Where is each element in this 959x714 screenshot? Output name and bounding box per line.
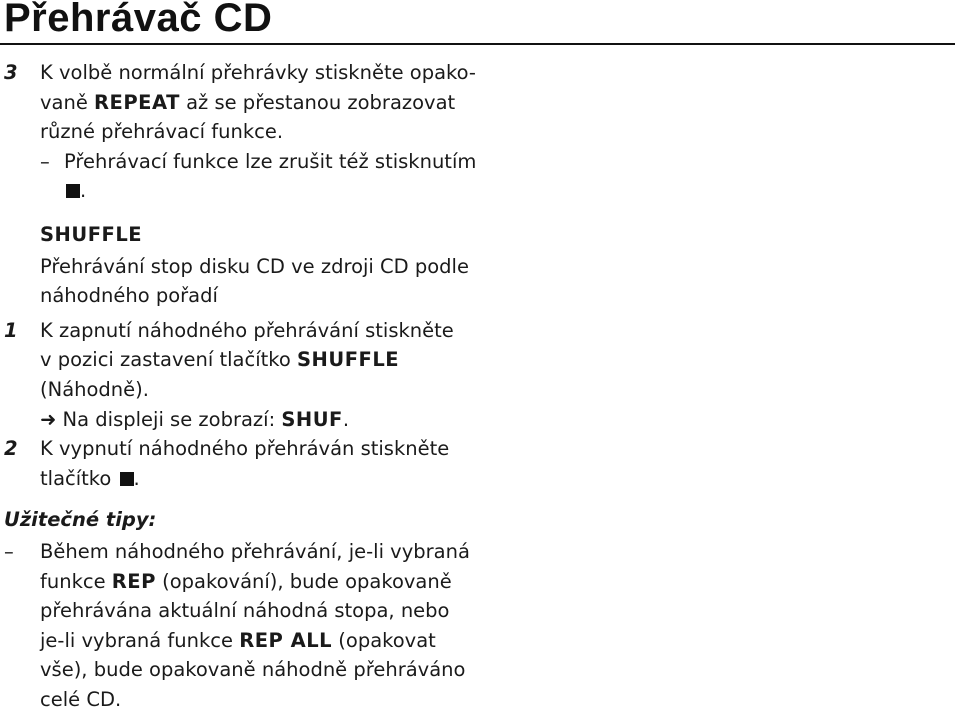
- repeat-sub-line-1: Přehrávací funkce lze zrušit též stisknutím: [64, 149, 477, 173]
- tips-line-2-a: funkce: [40, 569, 112, 593]
- repeat-sub-note: [0, 147, 955, 206]
- tips-line-5: vše), bude opakovaně náhodně přehráváno: [40, 658, 466, 682]
- tips-line-2: [40, 567, 955, 597]
- tips-body: [0, 537, 955, 714]
- stop-square-icon: [66, 184, 80, 198]
- repeat-sub-line-2-tail: .: [80, 179, 87, 203]
- shuffle-desc-line-1: Přehrávání stop disku CD ve zdroji CD podle: [40, 254, 469, 278]
- rep-label: REP: [111, 569, 156, 593]
- stop-square-icon: [120, 472, 134, 486]
- tips-line-4-b: (opakovat: [332, 628, 436, 652]
- step-number: 1: [4, 318, 18, 342]
- shuffle-result-a: Na displeji se zobrazí:: [56, 407, 282, 431]
- manual-content: [0, 58, 955, 714]
- shuffle-step-1-line-2-a: v pozici zastavení tlačítko: [40, 348, 298, 372]
- rep-all-label: REP ALL: [239, 628, 333, 652]
- shuffle-step-1-line-1: K zapnutí náhodného přehrávání stiskněte: [40, 318, 454, 342]
- repeat-line-1: K volbě normální přehrávky stiskněte opako-: [40, 61, 476, 84]
- shuffle-step-1-result: [40, 405, 955, 435]
- dash-bullet: –: [40, 149, 50, 173]
- page-title: Přehrávač CD: [4, 0, 273, 40]
- shuf-display-label: SHUF: [281, 407, 343, 431]
- tips-line-1: Během náhodného přehrávání, je-li vybraná: [40, 539, 470, 563]
- shuffle-step-2-line-1: K vypnutí náhodného přehráván stiskněte: [40, 437, 450, 461]
- repeat-sub-line-2: [64, 176, 955, 206]
- repeat-step: [0, 58, 955, 147]
- repeat-line-2-a: vaně: [40, 90, 95, 114]
- dash-bullet: –: [4, 539, 14, 563]
- step-number: 3: [4, 61, 18, 84]
- shuffle-heading: SHUFFLE: [40, 222, 143, 246]
- shuffle-step-1-line-3: (Náhodně).: [40, 377, 149, 401]
- shuffle-step-2-line-2: [40, 464, 955, 494]
- arrow-right-icon: ➜: [40, 407, 57, 431]
- shuffle-description: [0, 252, 955, 311]
- repeat-label: REPEAT: [94, 90, 180, 114]
- tips-line-6: celé CD.: [40, 687, 122, 711]
- shuffle-step-1: [0, 316, 955, 434]
- shuffle-step-2-line-2-tail: .: [133, 466, 140, 490]
- shuffle-step-2: [0, 434, 955, 493]
- tips-line-3: přehrávána aktuální náhodná stopa, nebo: [40, 599, 450, 623]
- step-number: 2: [4, 437, 18, 461]
- title-rule: [0, 43, 955, 45]
- repeat-line-2: [40, 88, 955, 118]
- tips-line-4-a: je-li vybraná funkce: [40, 628, 240, 652]
- repeat-line-2-b: až se přestanou zobrazovat: [179, 90, 456, 114]
- shuffle-step-2-line-2-a: tlačítko: [40, 466, 118, 490]
- tips-line-4: [40, 626, 955, 656]
- shuffle-desc-line-2: náhodného pořadí: [40, 284, 218, 308]
- repeat-line-3: různé přehrávací funkce.: [40, 120, 284, 144]
- tips-line-2-b: (opakování), bude opakovaně: [155, 569, 452, 593]
- shuffle-button-label: SHUFFLE: [297, 348, 400, 372]
- shuffle-result-b: .: [342, 407, 350, 431]
- tips-heading: Užitečné tipy:: [4, 508, 157, 532]
- shuffle-step-1-line-2: [40, 345, 955, 375]
